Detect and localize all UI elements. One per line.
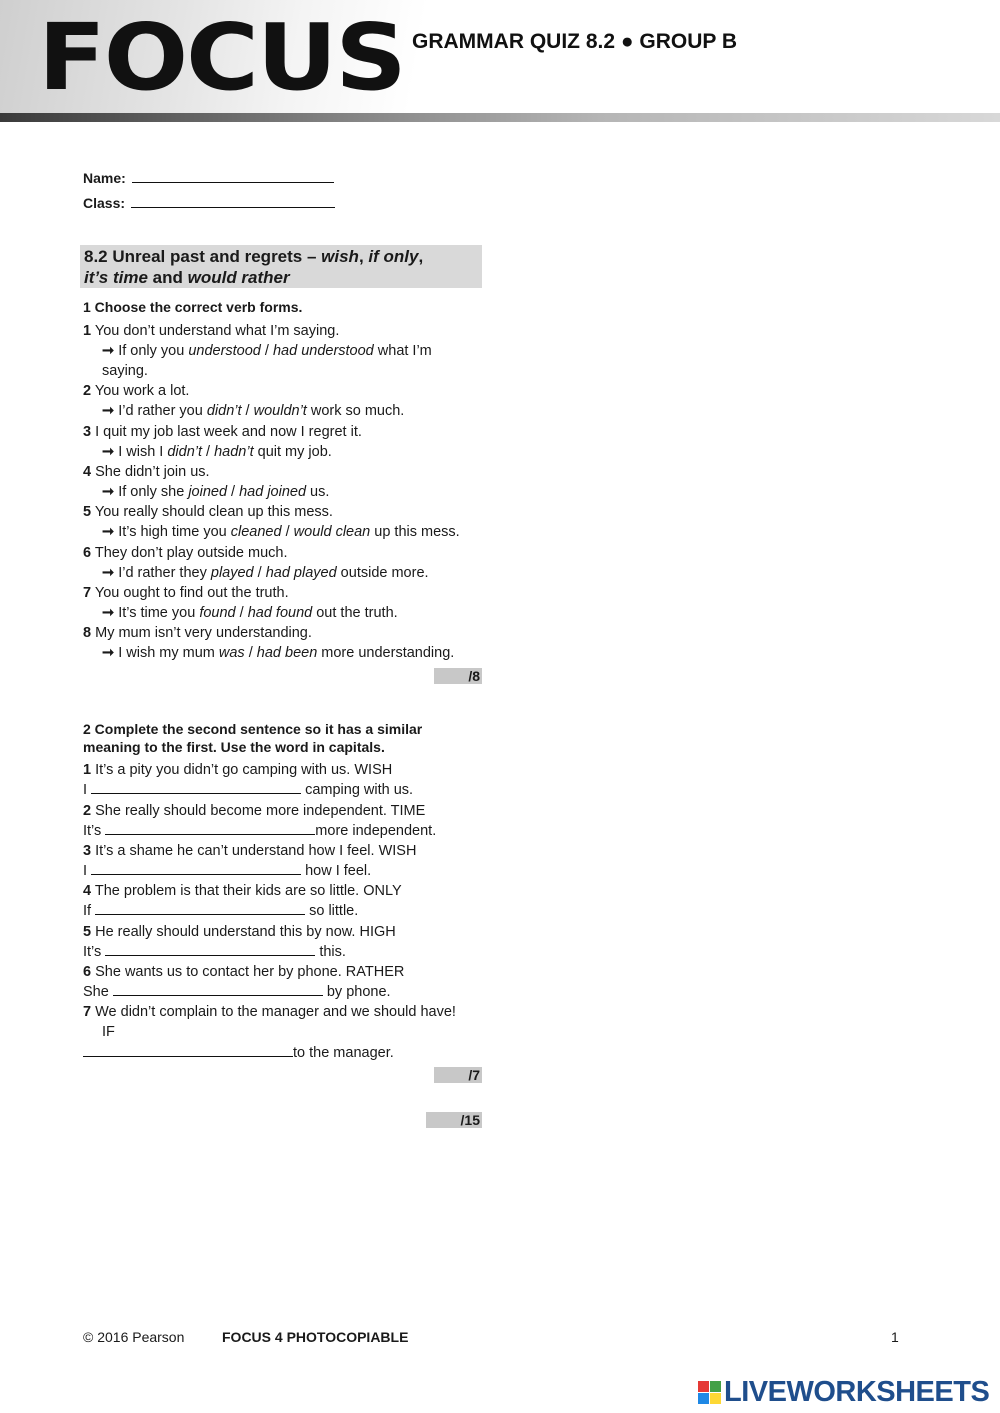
class-label: Class:	[83, 195, 126, 211]
ex1-item-8-choice[interactable]: ➞ I wish my mum was / had been more understanding.	[102, 645, 455, 661]
arrow-icon: ➞	[102, 484, 115, 500]
ex1-item-1-prompt: 1 You don’t understand what I’m saying.	[83, 323, 340, 339]
ex1-item-3-prompt: 3 I quit my job last week and now I regret it.	[83, 424, 362, 440]
ex2-item-2-answer: It’s more independent.	[83, 823, 437, 839]
lw-square-yellow	[710, 1393, 721, 1404]
arrow-icon: ➞	[102, 565, 115, 581]
answer-gap[interactable]	[105, 943, 315, 956]
arrow-icon: ➞	[102, 645, 115, 661]
name-input-line[interactable]	[132, 170, 334, 183]
lw-square-blue	[698, 1393, 709, 1404]
arrow-icon: ➞	[102, 343, 115, 359]
ex2-item-5-answer: It’s this.	[83, 944, 346, 960]
ex2-item-3-answer: I how I feel.	[83, 863, 372, 879]
ex2-item-7-keyword: IF	[102, 1024, 115, 1040]
lw-square-red	[698, 1381, 709, 1392]
name-field	[83, 170, 334, 186]
footer-book: FOCUS 4 PHOTOCOPIABLE	[222, 1329, 409, 1345]
ex2-item-7-answer: to the manager.	[83, 1043, 394, 1063]
ex1-item-2-prompt: 2 You work a lot.	[83, 383, 190, 399]
arrow-icon: ➞	[102, 605, 115, 621]
ex1-item-7-prompt: 7 You ought to find out the truth.	[83, 585, 289, 601]
arrow-icon: ➞	[102, 403, 115, 419]
ex1-item-5-prompt: 5 You really should clean up this mess.	[83, 504, 333, 520]
ex2-item-2-prompt: 2 She really should become more independent. TIME	[83, 803, 426, 819]
arrow-icon: ➞	[102, 444, 115, 460]
ex1-item-5-choice[interactable]: ➞ It’s high time you cleaned / would clean up this mess.	[102, 524, 460, 540]
ex1-item-6-choice[interactable]: ➞ I’d rather they played / had played outside more.	[102, 565, 429, 581]
ex1-item-1-cont: saying.	[102, 363, 148, 379]
liveworksheets-mark-icon	[698, 1381, 721, 1404]
answer-gap[interactable]	[95, 902, 305, 915]
ex2-item-3-prompt: 3 It’s a shame he can’t understand how I feel. WISH	[83, 843, 417, 859]
ex1-item-1-choice[interactable]: ➞ If only you understood / had understood what I’m	[102, 343, 432, 359]
answer-gap[interactable]	[91, 862, 301, 875]
focus-logo: FOCUS	[38, 4, 405, 111]
arrow-icon: ➞	[102, 524, 115, 540]
ex1-item-6-prompt: 6 They don’t play outside much.	[83, 545, 288, 561]
quiz-title: GRAMMAR QUIZ 8.2 ● GROUP B	[412, 30, 737, 53]
class-field	[83, 195, 335, 211]
exercise-2-instruction: 2 Complete the second sentence so it has a similar meaning to the first. Use the word in capitals.	[83, 721, 423, 755]
answer-gap[interactable]	[105, 822, 315, 835]
ex1-item-4-choice[interactable]: ➞ If only she joined / had joined us.	[102, 484, 330, 500]
section-heading: 8.2 Unreal past and regrets – wish, if only, it’s time and would rather	[80, 245, 482, 288]
header-rule	[0, 113, 1000, 122]
ex2-item-7-prompt: 7 We didn’t complain to the manager and we should have!	[83, 1004, 456, 1020]
exercise-2-score: /7	[434, 1067, 482, 1083]
ex1-item-2-choice[interactable]: ➞ I’d rather you didn’t / wouldn’t work so much.	[102, 403, 405, 419]
ex1-item-7-choice[interactable]: ➞ It’s time you found / had found out the truth.	[102, 605, 398, 621]
answer-gap[interactable]	[83, 1044, 293, 1057]
ex1-item-4-prompt: 4 She didn’t join us.	[83, 464, 210, 480]
exercise-1-instruction: 1 Choose the correct verb forms.	[83, 299, 303, 315]
answer-gap[interactable]	[91, 781, 301, 794]
ex1-item-8-prompt: 8 My mum isn’t very understanding.	[83, 625, 312, 641]
liveworksheets-text: LIVEWORKSHEETS	[724, 1375, 990, 1408]
liveworksheets-logo	[698, 1375, 989, 1409]
ex2-item-1-prompt: 1 It’s a pity you didn’t go camping with us. WISH	[83, 762, 393, 778]
ex2-item-6-prompt: 6 She wants us to contact her by phone. RATHER	[83, 964, 405, 980]
answer-gap[interactable]	[113, 983, 323, 996]
ex2-item-1-answer: I camping with us.	[83, 782, 414, 798]
page-number: 1	[891, 1329, 899, 1345]
ex2-item-4-prompt: 4 The problem is that their kids are so little. ONLY	[83, 883, 402, 899]
class-input-line[interactable]	[131, 195, 335, 208]
ex2-item-6-answer: She by phone.	[83, 984, 391, 1000]
ex2-item-4-answer: If so little.	[83, 903, 359, 919]
exercise-1-score: /8	[434, 668, 482, 684]
total-score: /15	[426, 1112, 482, 1128]
ex1-item-3-choice[interactable]: ➞ I wish I didn’t / hadn’t quit my job.	[102, 444, 332, 460]
name-label: Name:	[83, 170, 126, 186]
footer-copyright: © 2016 Pearson	[83, 1329, 185, 1345]
lw-square-green	[710, 1381, 721, 1392]
ex2-item-5-prompt: 5 He really should understand this by now. HIGH	[83, 924, 396, 940]
